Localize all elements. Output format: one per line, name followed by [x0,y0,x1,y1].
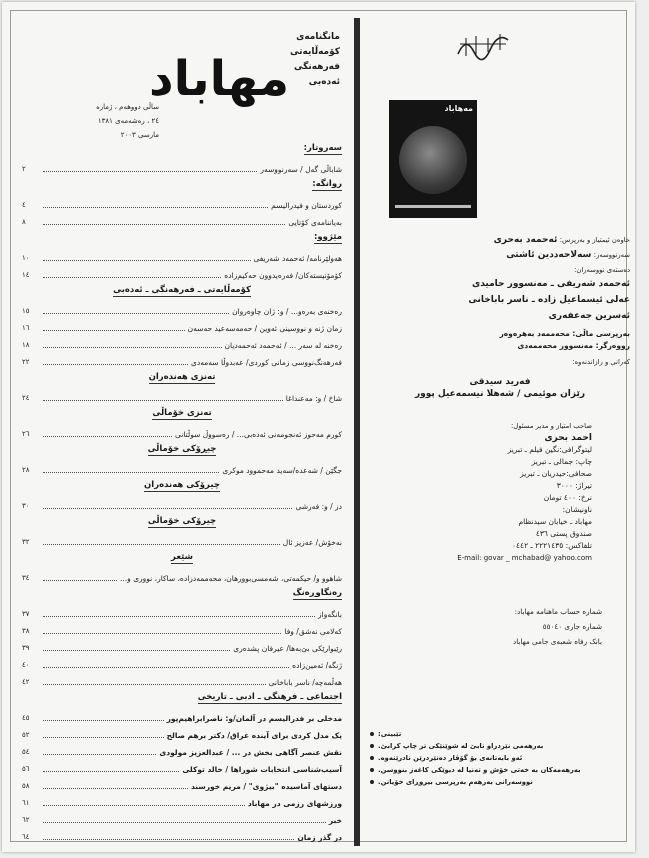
toc-entry [22,423,342,440]
toc-page-number: ١٠ [22,254,30,262]
toc-entry-title: ژنگە/ ئەمین‌زادە [292,661,342,670]
toc-section-heading: چیڕۆکی خۆماڵی [147,444,217,454]
account-label: شماره حساب ماهنامه مهاباد: [514,607,602,616]
dot-leader [43,737,164,738]
toc-entry [22,707,342,724]
toc-entry [22,724,342,741]
toc-page-number: ٣٤ [22,574,30,582]
issue-date: مارسی ٢٠٠٣ [120,131,159,139]
toc-page-number: ٦٢ [22,816,30,824]
toc-entry-title: خبر [328,816,342,825]
toc-section-heading: روانگە: [312,179,342,189]
toc-entry [22,351,342,368]
dot-leader [43,805,245,806]
toc-section-heading: شێعر [171,552,193,562]
toc-entry [22,531,342,548]
toc-entry-title: رەخنەی بەرەو... / و: ژان چاوەروان [232,307,342,316]
toc-entry-title: دز / و: فەرشی [295,502,342,511]
masthead-line: فەرهەنگی [294,62,340,72]
dot-leader [43,650,230,651]
address-label: ناونیشان: [562,505,592,514]
toc-entry-title: رەخنە لە سەر ... / ئەحمەد ئەحمەدیان [224,341,342,350]
toc-page-number: ٢٦ [22,430,30,438]
toc-entry-title: نەخۆش/ عەزیز ئال [282,538,342,547]
board-member: عەلی ئیسماعیل زادە ـ ناسر باباخانی [468,295,630,305]
toc-page-number: ٥٦ [22,765,30,773]
print-line: چاپ: جمالی ـ تبریز [531,457,592,466]
note-text: ئەو بابەتانەی بۆ گۆڤار دەنێردرێن نادرێنەوە. [378,754,523,762]
toc-entry-title: مدخلی بر فدرالیسم در آلمان/و: ناصرابراهیم‌پور [166,714,342,723]
dot-leader [43,544,280,545]
toc-entry [22,637,342,654]
bullet-icon [370,768,374,772]
design-name: فەرید سیدقی [469,377,531,387]
table-of-contents [22,139,342,843]
po-box: صندوق پستی ٤٣٦ [535,529,592,538]
toc-section-heading: اجتماعی ـ فرهنگی ـ ادبی ـ تاریخی [197,692,342,702]
dot-leader [43,224,285,225]
toc-entry-title: هەڵمەچە/ ناسر باباخانی [268,678,342,687]
toc-entry-title: دستهای آماسیده "بیژوی" / مریم خورسند [190,782,342,791]
note-text: نووسەرانی بەرهەم بەرپرسی بیروڕای خۆیانن. [378,778,533,786]
toc-entry [22,334,342,351]
toc-entry [22,387,342,404]
bullet-icon [370,780,374,784]
dot-leader [43,508,292,509]
owner-name: ئەحمەد بەحری [493,235,558,245]
toc-entry-title: بانگەواز [318,610,342,619]
toc-entry-title: جگێن / شەعدە/سەید مەحموود موکری [222,466,342,475]
issue-info [87,100,159,142]
toc-entry-title: کەلامی نەشق/ وفا [284,627,342,636]
toc-page-number: ٥٢ [22,731,30,739]
toc-page-number: ١٨ [22,341,30,349]
dot-leader [43,684,266,685]
toc-section-heading: چیرۆکی خۆماڵی [147,516,217,526]
toc-entry-title: بەیاننامەی کۆتایی [288,218,342,227]
toc-section-heading: کۆمەڵایەتی ـ فەرهەنگی ـ ئەدەبی [113,285,251,295]
dot-leader [43,667,289,668]
toc-entry [22,826,342,843]
toc-entry [22,317,342,334]
notes-box [370,728,630,788]
toc-entry [22,459,342,476]
note-item [370,740,630,752]
toc-page-number: ٤٥ [22,714,30,722]
toc-entry-title: شاباڵی گەل / سەرنووسەر [260,165,342,174]
dot-leader [43,788,188,789]
dot-leader [43,580,117,581]
cover-caption-bar [395,205,471,208]
dot-leader [43,364,188,365]
masthead-line: کۆمەڵایەتی [290,47,340,57]
account-number: شماره جاری ٥٥٠٤٠ [542,622,602,631]
toc-page-number: ٥٤ [22,748,30,756]
toc-page-number: ٢ [22,165,26,173]
fa-owner-name: احمد بحری [544,433,592,443]
cover-thumbnail [389,100,477,218]
toc-entry [22,758,342,775]
bank-name: بانک رفاه شعبه‌ی جامی مهاباد [513,637,602,646]
note-item [370,764,630,776]
dot-leader [43,754,156,755]
dot-leader [43,771,179,772]
toc-entry [22,567,342,584]
editor-label: سەرنووسەر: [593,251,630,259]
notes-title: تێبینی: [378,730,402,738]
toc-entry-title: آسیب‌شناسی انتخابات شوراها / خالد توکلی [182,765,342,774]
colophon-persian [422,420,592,564]
dot-leader [43,436,172,437]
logo-text: مهاباد [148,51,290,107]
fa-owner-label: صاحب امتیاز و مدیر مسئول: [511,422,592,430]
toc-page-number: ٨ [22,218,26,226]
dot-leader [43,400,283,401]
toc-entry-title: کۆمۆنیستەکان/ فەرەیدوون حەکیم‌زادە [224,271,342,280]
column-divider [354,18,360,846]
dot-leader [43,472,219,473]
toc-section-heading: تەنزی هەندەران [148,372,216,382]
toc-section-heading: رەنگاوڕەنگ [292,588,342,598]
dot-leader [43,277,221,278]
bismillah-calligraphy [454,30,512,62]
dot-leader [43,260,251,261]
issue-number: ساڵی دووهەم ، ژمارە ٢٤ ، رەشەمەی ١٣٨١ [96,103,159,125]
dot-leader [43,616,315,617]
toc-page-number: ٦١ [22,799,30,807]
toc-entry [22,741,342,758]
toc-entry [22,264,342,281]
toc-entry [22,211,342,228]
toc-section-heading: چیرۆکی هەندەران [144,480,220,490]
dot-leader [43,839,294,840]
toc-section-heading: تەنزی خۆماڵی [152,408,212,418]
toc-entry-title: ورزشهای رزمی در مهاباد [247,799,342,808]
cover-title: مەهاباد [444,104,473,113]
cover-artwork [399,126,467,194]
board-member: ئەحمەد شەریفی ـ مەنسوور حامیدی [471,279,630,289]
toc-entry-title: رێبوارێکی بێ‌بەها/ عیرفان پشدەری [233,644,342,653]
board-label: دەستەی نووسەران: [574,266,630,274]
toc-entry [22,194,342,211]
toc-entry [22,300,342,317]
toc-entry [22,247,342,264]
email-address: E-mail: govar _ mchabad@ yahoo.com [457,554,592,562]
toc-entry [22,495,342,512]
note-item [370,776,630,788]
board-member: ئەسرین جەعفەری [548,311,630,321]
dot-leader [43,633,281,634]
circulation: تیراژ: ٣٠٠٠ [556,481,592,490]
toc-entry [22,809,342,826]
bank-info [402,604,602,649]
telefax: تلفاکس: ٢٢٢١٤٣٥ ـ ٠٤٤٢ [512,541,592,550]
price: نرخ: ٤٠٠ تومان [543,493,592,502]
toc-entry-title: شاخ / و: مەعنداغا [285,394,342,403]
note-text: بەرهەمی نێردراو نابێ لە شوێنێکی تر چاپ کرابێ. [378,742,544,750]
toc-section-heading: سەروتار: [303,143,342,153]
general-manager: رووەرگر: مەنسوور محەممەدی [517,341,630,350]
toc-page-number: ٤ [22,201,26,209]
magazine-page [2,2,635,852]
address: مهاباد ـ خیابان سیدنظام [518,517,592,526]
toc-entry [22,775,342,792]
masthead-lines [270,30,340,90]
toc-entry-title: کوردستان و فیدرالیسم [271,201,342,210]
toc-entry-title: فەرهەنگ‌نووسی زمانی کوردی/ عەبدوڵا سەمەدی [191,358,342,367]
finance-manager: بەرپرسی ماڵی: محەممەد بەهرەوەر [499,329,630,338]
toc-page-number: ٣٨ [22,627,30,635]
toc-page-number: ١٦ [22,324,30,332]
toc-page-number: ٣٧ [22,610,30,618]
toc-page-number: ٤٢ [22,678,30,686]
toc-section-heading: مێژوو: [314,232,342,242]
bullet-icon [370,756,374,760]
dot-leader [43,171,257,172]
toc-page-number: ١٥ [22,307,30,315]
toc-page-number: ٢٤ [22,394,30,402]
dot-leader [43,720,164,721]
toc-page-number: ٢٨ [22,466,30,474]
dot-leader [43,207,268,208]
dot-leader [43,313,229,314]
dot-leader [43,822,326,823]
toc-page-number: ٣٩ [22,644,30,652]
toc-entry [22,792,342,809]
toc-entry-title: زمان ژنە و نووسینی ئەوین / حەمەسەعید حەسەن [187,324,342,333]
note-text: بەرهەمەکان بە خەتی خۆش و تەنیا لە دیوێکی کاغەز بنووسن. [378,766,581,774]
toc-page-number: ٤٠ [22,661,30,669]
toc-entry-title: هەولێرنامە/ ئەحمەد شەریفی [253,254,342,263]
owner-label: خاوەن ئیمتیاز و بەرپرس: [559,236,630,244]
toc-page-number: ٥٨ [22,782,30,790]
colophon-kurdish [370,234,630,400]
dot-leader [43,347,222,348]
bullet-icon [370,744,374,748]
toc-entry-title: شاهوو و/ حیکمەتی، شەمسی‌بوورهان، محەممەدزادە، ساکار، نووری و... [120,574,342,583]
magazine-logo [148,40,290,108]
toc-entry-title: یک مدل کردی برای آینده عراق/ دکتر برهم صالح [166,731,342,740]
toc-page-number: ٦٤ [22,833,30,841]
toc-entry [22,654,342,671]
print-line: لیتوگرافی:نگین فیلم ـ تبریز [507,445,592,454]
bullet-icon [370,732,374,736]
design-label: کەرانی و رازاندنەوە: [572,358,630,366]
toc-entry-title: نقش عنصر آگاهی بخش در ... / عبدالعزیز مولودی [159,748,342,757]
design-name: رێزان موئیمی / شەهلا نیسمەعیل پوور [414,389,586,399]
notes-heading [370,728,630,740]
toc-entry-title: در گذر زمان [297,833,342,842]
masthead-line: مانگنامەی [296,32,340,42]
toc-entry [22,158,342,175]
toc-entry [22,620,342,637]
toc-page-number: ٣٠ [22,502,30,510]
dot-leader [43,330,185,331]
toc-page-number: ١٤ [22,271,30,279]
toc-entry [22,671,342,688]
toc-entry-title: کورم مەحوز ئەنجومەنی ئەدەبی... / رەسووڵ سوڵتانی [175,430,342,439]
masthead-line: ئەدەبی [308,77,340,87]
toc-page-number: ٢٢ [22,358,30,366]
note-item [370,752,630,764]
toc-entry [22,603,342,620]
editor-name: سەلاحەددین ئاشتی [506,250,592,260]
print-line: صحافی:حیدریان ـ تبریز [520,469,592,478]
toc-page-number: ٣٢ [22,538,30,546]
